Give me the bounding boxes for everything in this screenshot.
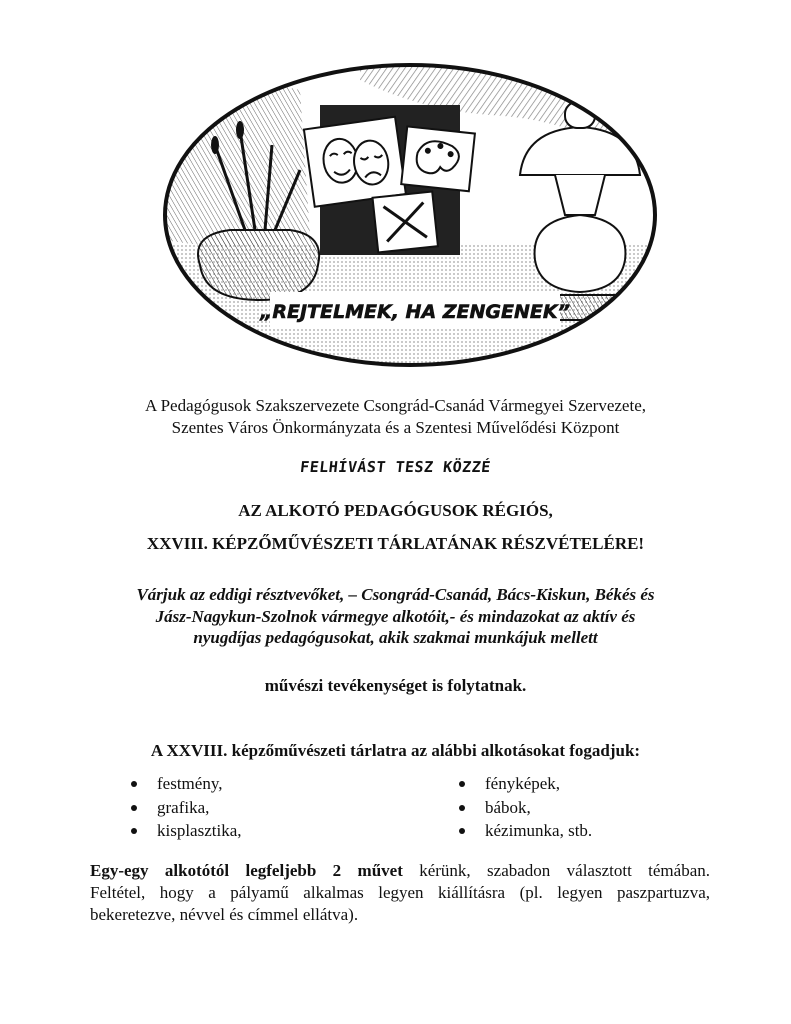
headline-line-1: AZ ALKOTÓ PEDAGÓGUSOK RÉGIÓS,: [238, 501, 553, 520]
list-item: [131, 797, 242, 821]
list-item-label: fényképek,: [485, 774, 561, 793]
organizer-line-2: Szentes Város Önkormányzata és a Szentesi Művelődési Központ: [171, 418, 620, 437]
note-bold: Egy-egy alkotótól legfeljebb 2 művet: [90, 861, 403, 880]
submission-note: [90, 860, 710, 926]
activity-line: művészi tevékenységet is folytatnak.: [264, 676, 527, 695]
invitation-line: Jász-Nagykun-Szolnok vármegye alkotóit,- és mindazokat az aktív és: [155, 606, 636, 626]
list-item-label: kézimunka, stb.: [485, 821, 593, 840]
organizer-line-1: A Pedagógusok Szakszervezete Csongrád-Csanád Vármegyei Szervezete,: [144, 396, 646, 415]
note-line-1-rest: kérünk, szabadon választott témában.: [402, 861, 710, 880]
list-item-label: bábok,: [485, 797, 531, 817]
accepted-works-list-right: [459, 773, 592, 844]
list-item: [459, 773, 592, 797]
bullet-icon: [131, 828, 137, 834]
note-line-2: Feltétel, hogy a pályamű alkalmas legyen kiállításra (pl. legyen paszpartuzva,: [90, 883, 710, 902]
note-line-3: bekeretezve, névvel és címmel ellátva).: [90, 905, 359, 924]
list-item: [131, 773, 242, 797]
invitation-text: [100, 584, 691, 649]
bullet-icon: [131, 781, 137, 787]
list-item: [459, 820, 592, 844]
bullet-icon: [459, 805, 465, 811]
note-line-1: [90, 860, 710, 882]
invitation-line: Várjuk az eddigi résztvevőket, – Csongrád-Csanád, Bács-Kiskun, Békés és: [136, 585, 655, 604]
accepted-works-list-left: [131, 773, 242, 844]
list-item-label: kisplasztika,: [157, 821, 242, 840]
list-item: [459, 797, 592, 821]
accepted-works-title: A XXVIII. képzőművészeti tárlatra az alábbi alkotásokat fogadjuk:: [150, 741, 641, 760]
list-item: [131, 820, 242, 844]
bullet-icon: [131, 805, 137, 811]
invitation-line: nyugdíjas pedagógusokat, akik szakmai munkájuk mellett: [193, 628, 598, 647]
bullet-icon: [459, 781, 465, 787]
logo-illustration: [160, 60, 660, 370]
logo-caption: „REJTELMEK, HA ZENGENEK”: [260, 301, 570, 323]
list-item-label: grafika,: [157, 797, 210, 817]
headline-line-2: XXVIII. KÉPZŐMŰVÉSZETI TÁRLATÁNAK RÉSZVÉTELÉRE!: [146, 534, 645, 553]
list-item-label: festmény,: [157, 774, 223, 793]
announcement-heading: FELHÍVÁST TESZ KÖZZÉ: [299, 458, 492, 476]
bullet-icon: [459, 828, 465, 834]
